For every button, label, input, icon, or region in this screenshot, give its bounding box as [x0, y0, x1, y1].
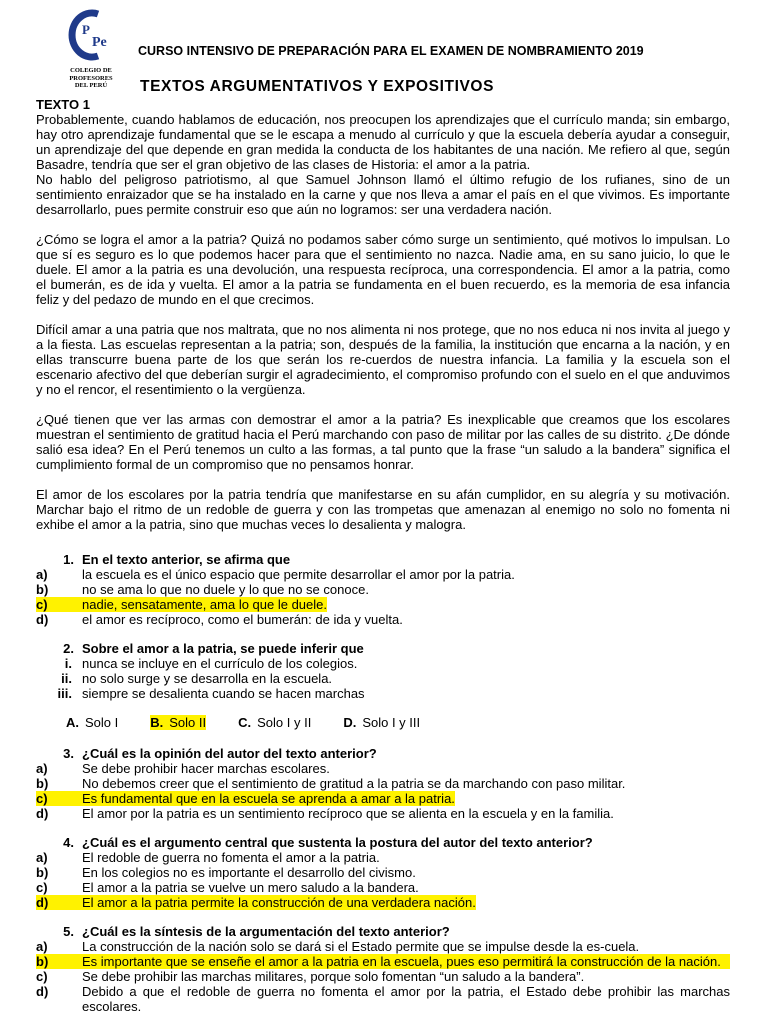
- question-number: 3.: [63, 746, 74, 761]
- option-c[interactable]: c) Se debe prohibir las marchas militares, porque solo fomentan “un saludo a la bandera”.: [36, 969, 585, 984]
- choice-b-highlighted[interactable]: B. Solo II: [150, 715, 207, 730]
- paragraph: ¿Qué tienen que ver las armas con demostrar el amor a la patria? Es inexplicable que creamos que los escolares muestran el sentimiento de gratitud hacia el Perú marchando con paso de militar por las calles de su distrito. ¿De dónde salió esa idea? En el Perú tenemos un culto a las formas, a tal punto que la frase “un saludo a la bandera” significa el cumplimiento formal de un compromiso que no pensamos honrar.: [36, 412, 730, 472]
- option-c-highlighted[interactable]: c) nadie, sensatamente, ama lo que le duele.: [36, 597, 328, 612]
- question-number: 2.: [63, 641, 74, 656]
- choice-d[interactable]: D. Solo I y III: [343, 715, 421, 730]
- option-d[interactable]: d) el amor es recíproco, como el bumerán: de ida y vuelta.: [36, 612, 403, 627]
- college-logo-icon: [62, 8, 120, 62]
- question-number: 1.: [63, 552, 74, 567]
- option-a[interactable]: a) El redoble de guerra no fomenta el amor a la patria.: [36, 850, 380, 865]
- option-b[interactable]: b) En los colegios no es importante el desarrollo del civismo.: [36, 865, 416, 880]
- statement-i: i. nunca se incluye en el currículo de los colegios.: [64, 656, 358, 671]
- question-5: [36, 924, 730, 1014]
- paragraph: No hablo del peligroso patriotismo, al que Samuel Johnson llamó el último refugio de los rufianes, sino de un sentimiento enraizador que se ha instalado en la carne y que nos lleva a amar el país en el que vivimos. Es importante desarrollarlo, pues permite construir eso que aún no logramos: ser una verdadera nación.: [36, 172, 730, 217]
- logo-letter-p1: P: [82, 22, 90, 37]
- option-b[interactable]: b) no se ama lo que no duele y lo que no se conoce.: [36, 582, 369, 597]
- logo-line: PROFESORES: [69, 74, 113, 82]
- option-d[interactable]: d) Debido a que el redoble de guerra no fomenta el amor por la patria, el Estado debe prohibir las marchas escolares.: [36, 984, 730, 1014]
- logo-line: DEL PERÚ: [74, 82, 108, 89]
- paragraph: Difícil amar a una patria que nos maltrata, que no nos alimenta ni nos protege, que no nos educa ni nos invita al juego y a la fiesta. Las escuelas representan a la patria; son, después de la familia, la institución que encarna a la nación, y en ellas transcurre buena parte de los que serán los re-cuerdos de nuestra infancia. La familia y la escuela son el escenario afectivo del que deberían surgir el agradecimiento, el compromiso profundo con el suelo en el que anduvimos y no el rencor, el resentimiento o la vergüenza.: [36, 322, 730, 397]
- question-text: En el texto anterior, se afirma que: [82, 552, 291, 567]
- choice-a[interactable]: A. Solo I: [66, 715, 119, 730]
- question-text: ¿Cuál es la síntesis de la argumentación del texto anterior?: [82, 924, 450, 939]
- option-c-highlighted[interactable]: c) Es fundamental que en la escuela se aprenda a amar a la patria.: [36, 791, 455, 806]
- course-title: CURSO INTENSIVO DE PREPARACIÓN PARA EL EXAMEN DE NOMBRAMIENTO 2019: [138, 44, 644, 58]
- answer-choices: [36, 715, 730, 730]
- question-number: 5.: [63, 924, 74, 939]
- logo-caption: [62, 67, 120, 90]
- paragraph: Probablemente, cuando hablamos de educación, nos preocupen los aprendizajes que el currículo manda; sin embargo, hay otro aprendizaje fundamental que se le escapa a menudo al currículo y que la escuela debería ayudar a conseguir, un aprendizaje del que depende en gran medida la conducta de los habitantes de una nación. Me refiero al que, según Basadre, tendría que ser el gran objetivo de las clases de Historia: el amor a la patria.: [36, 112, 730, 172]
- svg-text:Pe: Pe: [92, 35, 107, 50]
- question-number: 4.: [63, 835, 74, 850]
- option-c[interactable]: c) El amor a la patria se vuelve un mero saludo a la bandera.: [36, 880, 419, 895]
- question-3: [36, 746, 730, 821]
- option-d-highlighted[interactable]: d) El amor a la patria permite la construcción de una verdadera nación.: [36, 895, 476, 910]
- logo: [62, 8, 120, 90]
- question-1: [36, 552, 730, 627]
- option-b[interactable]: b) No debemos creer que el sentimiento de gratitud a la patria se da marchando con paso militar.: [36, 776, 626, 791]
- logo-line: COLEGIO DE: [70, 67, 112, 74]
- statement-iii: iii. siempre se desalienta cuando se hacen marchas: [57, 686, 365, 701]
- question-2: [36, 641, 730, 730]
- paragraph: El amor de los escolares por la patria tendría que manifestarse en su afán cumplidor, en su alegría y su motivación. Marchar bajo el ritmo de un redoble de guerra y con las trompetas que amenazan al enemigo no solo no fomenta ni exhibe el amor a la patria, sino que muchas veces lo desalienta y malogra.: [36, 487, 730, 532]
- option-a[interactable]: a) la escuela es el único espacio que permite desarrollar el amor por la patria.: [36, 567, 515, 582]
- question-4: [36, 835, 730, 910]
- text-label: TEXTO 1: [36, 97, 90, 112]
- option-a[interactable]: a) La construcción de la nación solo se dará si el Estado permite que se impulse desde la es-cuela.: [36, 939, 640, 954]
- option-d[interactable]: d) El amor por la patria es un sentimiento recíproco que se alienta en la escuela y en la familia.: [36, 806, 614, 821]
- option-a[interactable]: a) Se debe prohibir hacer marchas escolares.: [36, 761, 330, 776]
- document-title: TEXTOS ARGUMENTATIVOS Y EXPOSITIVOS: [140, 78, 495, 95]
- question-text: ¿Cuál es el argumento central que sustenta la postura del autor del texto anterior?: [82, 835, 593, 850]
- paragraph: ¿Cómo se logra el amor a la patria? Quizá no podamos saber cómo surge un sentimiento, qué motivos lo impulsan. Lo que sí es seguro es lo que podemos hacer para que el sentimiento no nazca. Nadie ama, en su sano juicio, lo que le duele. El amor a la patria es una devolución, una respuesta recíproca, una correspondencia. El amor a la patria, como el bumerán, es de ida y vuelta. El amor a la patria se fundamenta en el buen recuerdo, es la memoria de esa infancia feliz y del pedazo de mundo en el que crecimos.: [36, 232, 730, 307]
- question-text: Sobre el amor a la patria, se puede inferir que: [82, 641, 364, 656]
- document-body: [36, 97, 730, 1014]
- question-text: ¿Cuál es la opinión del autor del texto anterior?: [82, 746, 377, 761]
- choice-c[interactable]: C. Solo I y II: [238, 715, 312, 730]
- option-b-highlighted[interactable]: b) Es importante que se enseñe el amor a la patria en la escuela, pues eso permitirá la construcción de la nación.: [36, 954, 730, 969]
- statement-ii: ii. no solo surge y se desarrolla en la escuela.: [61, 671, 333, 686]
